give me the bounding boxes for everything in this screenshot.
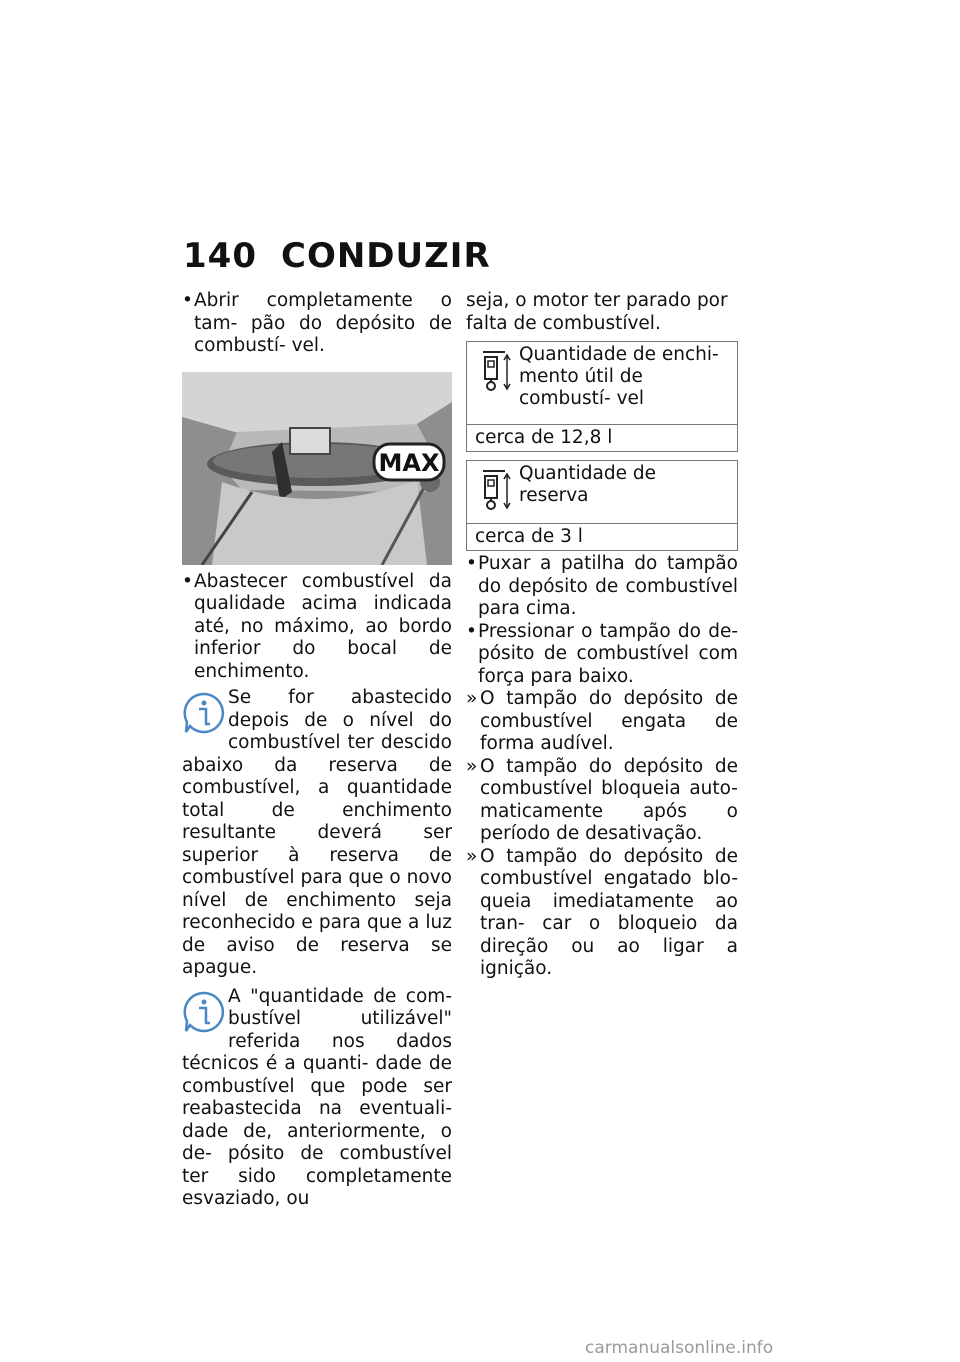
result-text: O tampão do depósito de combustível engata de forma audível. [480, 688, 738, 754]
step-refuel [182, 571, 452, 684]
result-arrow-icon: » [466, 688, 478, 709]
result-arrow-icon: » [466, 845, 478, 867]
result-text: O tampão do depósito de combustível bloqueia auto- maticamente após o período de desativação. [480, 755, 738, 844]
bullet-icon: • [182, 570, 193, 592]
info-icon [182, 990, 226, 1034]
step-text: Puxar a patilha do tampão do depósito de combustível para cima. [478, 553, 738, 619]
result-engages [466, 688, 738, 756]
note-text: Se for abastecido depois de o nível do combustível ter descido abaixo da reserva de combustível, a quantidade total de enchimento resultante deverá ser superior à reserva de combustível para que o novo nível de enchimento seja reconhecido e para que a luz de aviso de reserva se apague. [182, 687, 452, 978]
continuation-text: seja, o motor ter parado por falta de combustível. [466, 290, 728, 334]
info-note-reserve [182, 687, 452, 980]
step-open-cap [182, 290, 452, 358]
fuel-pump-icon [475, 348, 515, 392]
step-text: Pressionar o tampão do de- pósito de combustível com força para baixo. [478, 620, 738, 687]
page-title: CONDUZIR [281, 236, 491, 276]
right-column [466, 290, 738, 981]
result-text: O tampão do depósito de combustível engatado blo- queia imediatamente ao tran- car o bloqueio da direção ou ao ligar a ignição. [480, 845, 738, 979]
left-column [182, 290, 452, 1211]
max-label: MAX [378, 448, 440, 477]
result-arrow-icon: » [466, 755, 478, 777]
spec-value: cerca de 3 l [467, 524, 738, 551]
result-locks-immediately [466, 846, 738, 981]
info-icon [182, 691, 226, 735]
fuel-filler-illustration [182, 372, 452, 565]
note-text: A "quantidade de com- bustível utilizável" referida nos dados técnicos é a quanti- dade de combustível que pode ser reabastecida na eventuali- dade de, anteriormente, o de- pósito de combustível ter sido completamente esvaziado, ou [182, 985, 452, 1209]
spec-label: Quantidade de reserva [519, 463, 656, 506]
bullet-icon: • [466, 620, 477, 642]
step-text: Abastecer combustível da qualidade acima indicada até, no máximo, ao bordo inferior do bocal de enchimento. [194, 570, 452, 682]
watermark: carmanualsonline.info [585, 1338, 774, 1358]
step-press-cap [466, 621, 738, 689]
page-number: 140 [183, 236, 257, 276]
step-pull-tab [466, 553, 738, 621]
bullet-icon: • [466, 553, 477, 574]
fuel-pump-icon [475, 467, 515, 511]
step-text: Abrir completamente o tam- pão do depósito de combustí- vel. [194, 290, 452, 356]
spec-usable-fuel [466, 341, 738, 452]
result-locks [466, 756, 738, 846]
bullet-icon: • [182, 290, 193, 311]
spec-value: cerca de 12,8 l [467, 425, 738, 452]
page-header [183, 236, 491, 276]
spec-reserve-fuel [466, 460, 738, 551]
spec-label: Quantidade de enchi- mento útil de combustí- vel [519, 344, 719, 409]
fuel-filler-figure [182, 372, 452, 565]
info-note-usable-fuel [182, 986, 452, 1211]
